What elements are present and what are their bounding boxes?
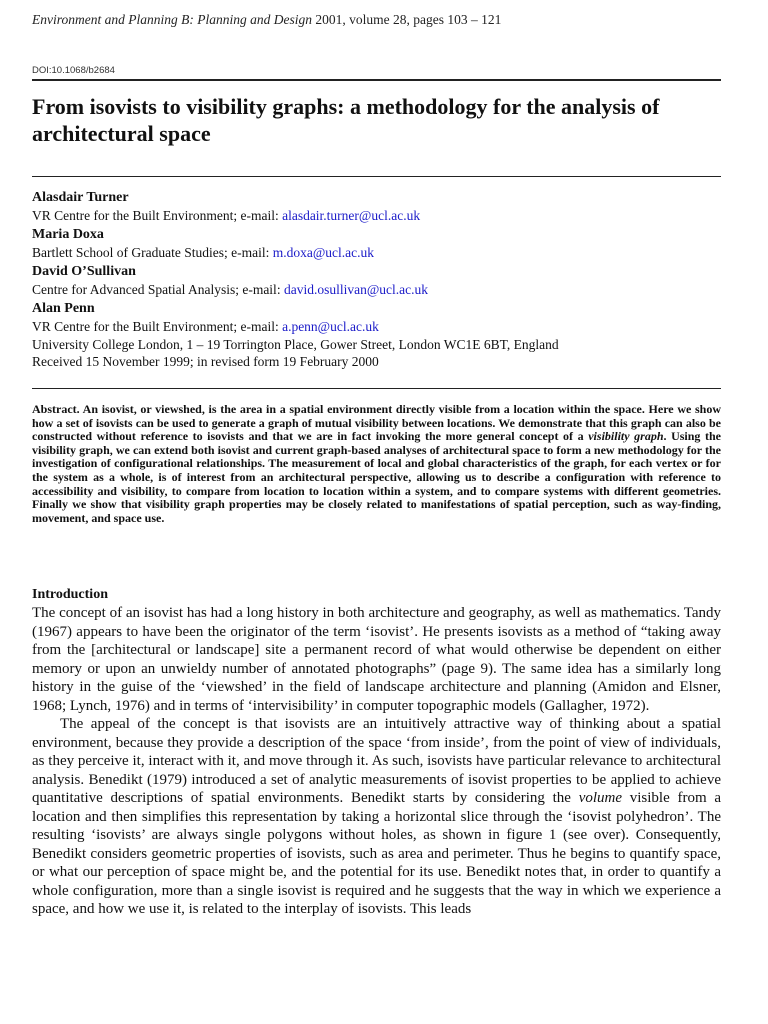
author-name: Alan Penn: [32, 301, 95, 316]
paragraph-text: The appeal of the concept is that isovists are an intuitively attractive way of thinking about a spatial environment, because they provide a description of the space ‘from inside’, from the point of view of individuals, as they perceive it, interact with it, and move through it. As such, isovists have particular relevance to architectural analysis. Benedikt (1979) introduced a set of analytic measurements of isovist properties to be applied to achieve quantitative descriptions of spatial environments. Benedikt starts by considering the: [32, 716, 721, 806]
abstract-divider: [32, 388, 721, 389]
introduction-body: [32, 604, 721, 919]
author-affiliation: [32, 244, 721, 262]
author-block: [32, 188, 721, 370]
affiliation-text: VR Centre for the Built Environment; e-mail:: [32, 208, 283, 223]
abstract: [32, 403, 721, 525]
journal-name: Environment and Planning B: Planning and Design: [32, 12, 312, 27]
body-paragraph: [32, 715, 721, 919]
abstract-text-continued: . Using the visibility graph, we can extend both isovist and current graph-based analyses of architectural space to form a new methodology for the investigation of configurational relationships. The measurement of local and global characteristics of the graph, for each vertex or for the system as a whole, is of interest from an architectural perspective, allowing us to describe a configuration with reference to accessibility and visibility, to compare from location to location within a system, and to compare systems with different geometries. Finally we show that visibility graph properties may be closely related to manifestations of spatial perception, such as way-finding, movement, and space use.: [32, 429, 722, 525]
section-heading-introduction: Introduction: [32, 587, 108, 602]
received-dates: Received 15 November 1999; in revised form 19 February 2000: [32, 354, 379, 369]
body-paragraph: The concept of an isovist has had a long history in both architecture and geography, as well as mathematics. Tandy (1967) appears to have been the originator of the term ‘isovist’. He presents isovists as a method of “taking away from the [architectural or landscape] site a permanent record of what would otherwise be dependent on either memory or upon an unwieldy number of annotated photographs” (page 9). The same idea has a similarly long history in the guise of the ‘viewshed’ in the field of landscape architecture and planning (Amidon and Elsner, 1968; Lynch, 1976) and in terms of ‘intervisibility’ in computer topographic models (Gallagher, 1972).: [32, 605, 721, 714]
author-entry: [32, 299, 721, 336]
author-affiliation: [32, 207, 721, 225]
title-divider: [32, 176, 721, 177]
author-email-link[interactable]: david.osullivan@ucl.ac.uk: [283, 282, 428, 297]
author-email-link[interactable]: m.doxa@ucl.ac.uk: [272, 245, 374, 260]
abstract-label: Abstract.: [32, 402, 80, 416]
affiliation-text: VR Centre for the Built Environment; e-mail:: [32, 319, 283, 334]
paragraph-emphasis: volume: [578, 790, 623, 806]
author-name: David O’Sullivan: [32, 264, 136, 279]
journal-header: [32, 12, 721, 28]
author-entry: [32, 262, 721, 299]
header-divider: [32, 79, 721, 81]
author-name: Maria Doxa: [32, 227, 104, 242]
author-email-link[interactable]: alasdair.turner@ucl.ac.uk: [282, 208, 421, 223]
paragraph-text-continued: visible from a location and then simplifies this representation by taking a horizontal slice through the ‘isovist polyhedron’. The resulting ‘isovists’ are always single polygons without holes, as shown in figure 1 (see over). Consequently, Benedikt considers geometric properties of isovists, such as area and perimeter. Thus he begins to quantify space, or what our perception of space might be, and the potential for its use. Benedikt notes that, in order to quantify a whole configuration, more than a single isovist is required and he suggests that the way in which we experience a space, and how we use it, is related to the interplay of isovists. This leads: [32, 790, 721, 917]
author-entry: [32, 225, 721, 262]
journal-volume-pages: 2001, volume 28, pages 103 – 121: [311, 12, 502, 27]
author-affiliation: [32, 318, 721, 336]
abstract-text: An isovist, or viewshed, is the area in a spatial environment directly visible from a location within the space. Here we show how a set of isovists can be used to generate a graph of mutual visibility between locations. We demonstrate that this graph can also be constructed without reference to isovists and that we are in fact invoking the more general concept of a: [32, 402, 721, 444]
institution-address: University College London, 1 – 19 Torrington Place, Gower Street, London WC1E 6BT, England: [32, 337, 559, 352]
article-title: From isovists to visibility graphs: a methodology for the analysis of architectural space: [32, 94, 660, 146]
author-affiliation: [32, 281, 721, 299]
affiliation-text: Bartlett School of Graduate Studies; e-mail:: [32, 245, 273, 260]
affiliation-text: Centre for Advanced Spatial Analysis; e-mail:: [32, 282, 284, 297]
author-email-link[interactable]: a.penn@ucl.ac.uk: [282, 319, 379, 334]
abstract-emphasis: visibility graph: [588, 429, 664, 444]
author-name: Alasdair Turner: [32, 190, 129, 205]
author-entry: [32, 188, 721, 225]
doi[interactable]: DOI:10.1068/b2684: [32, 65, 115, 76]
